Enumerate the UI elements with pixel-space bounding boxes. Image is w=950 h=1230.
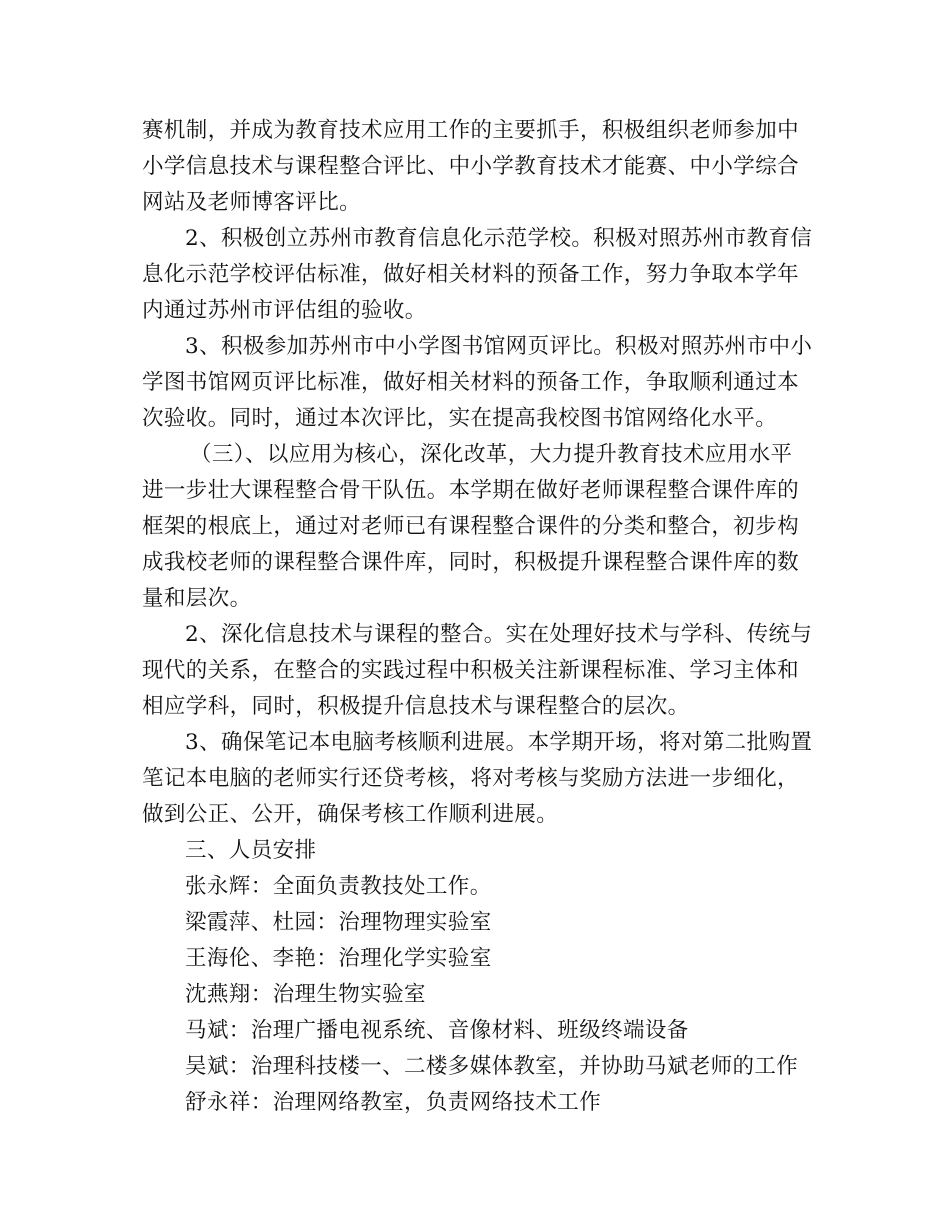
text-line: 2、积极创立苏州市教育信息化示范学校。积极对照苏州市教育信 [185, 226, 813, 251]
staff-assignment: 马斌：治理广播电视系统、音像材料、班级终端设备 [185, 1018, 689, 1043]
text-line: 做到公正、公开，确保考核工作顺利进展。 [142, 802, 559, 827]
staff-assignment: 张永辉：全面负责教技处工作。 [185, 874, 492, 899]
staff-assignment: 舒永祥：治理网络教室，负责网络技术工作 [185, 1090, 602, 1115]
text-line: 框架的根底上，通过对老师已有课程整合课件的分类和整合，初步构 [142, 514, 800, 539]
text-line: 息化示范学校评估标准，做好相关材料的预备工作，努力争取本学年 [142, 262, 800, 287]
text-line: 赛机制，并成为教育技术应用工作的主要抓手，积极组织老师参加中 [142, 118, 800, 143]
staff-assignment: 王海伦、李艳：治理化学实验室 [185, 946, 492, 971]
text-line: 成我校老师的课程整合课件库，同时，积极提升课程整合课件库的数 [142, 550, 800, 575]
staff-assignment: 梁霞萍、杜园：治理物理实验室 [185, 910, 492, 935]
text-line: 内通过苏州市评估组的验收。 [142, 298, 427, 323]
text-line: 量和层次。 [142, 586, 252, 611]
text-line: 3、积极参加苏州市中小学图书馆网页评比。积极对照苏州市中小 [185, 334, 813, 359]
staff-assignment: 沈燕翔：治理生物实验室 [185, 982, 426, 1007]
document-body [142, 113, 812, 1121]
text-line: 学图书馆网页评比标准，做好相关材料的预备工作，争取顺利通过本 [142, 370, 800, 395]
section-heading: 三、人员安排 [185, 838, 317, 863]
text-line: 次验收。同时，通过本次评比，实在提高我校图书馆网络化水平。 [142, 406, 778, 431]
text-line: 小学信息技术与课程整合评比、中小学教育技术才能赛、中小学综合 [142, 154, 800, 179]
text-line: 相应学科，同时，积极提升信息技术与课程整合的层次。 [142, 694, 690, 719]
staff-assignment: 吴斌：治理科技楼一、二楼多媒体教室，并协助马斌老师的工作 [185, 1054, 799, 1079]
section-heading: （三）、以应用为核心，深化改革，大力提升教育技术应用水平 [190, 442, 793, 467]
text-line: 现代的关系，在整合的实践过程中积极关注新课程标准、学习主体和 [142, 658, 800, 683]
text-line: 进一步壮大课程整合骨干队伍。本学期在做好老师课程整合课件库的 [142, 478, 800, 503]
text-line: 笔记本电脑的老师实行还贷考核，将对考核与奖励方法进一步细化， [142, 766, 800, 791]
text-line: 3、确保笔记本电脑考核顺利进展。本学期开场，将对第二批购置 [185, 730, 813, 755]
text-line: 网站及老师博客评比。 [142, 190, 362, 215]
text-line: 2、深化信息技术与课程的整合。实在处理好技术与学科、传统与 [185, 622, 813, 647]
